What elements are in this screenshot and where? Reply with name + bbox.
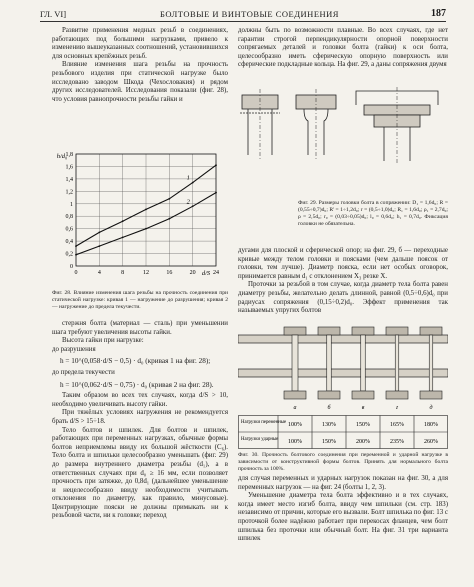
bolt-nut (352, 327, 374, 335)
x-tick-label: 12 (143, 270, 149, 276)
figure-28-chart (50, 148, 230, 288)
paragraph: для случая переменных и ударных нагрузок показан на фиг. 30, а для переменных нагрузок — на фиг. 24 (болты 1, 2, 3). (238, 475, 448, 491)
formula-2: h = 10^(0,062·d/S − 0,75) · d₀ (кривая 2 на фиг. 28). (60, 380, 214, 389)
paragraph: Развитие применения медных резьб в соединениях, работающих под большими нагрузками, привело к изменению вышеуказанных соотношений, установившихся для основных крепёжных резьб. (52, 27, 228, 60)
bolt-shank (429, 335, 433, 391)
paragraph: Тело болтов и шпилек. Для болтов и шпилек, работающих при переменных нагрузках, обычные формы болтов неприемлемы ввиду их большой жёсткости (C₆). Тело болта и шпильки целесообразно уменьшать (фиг. 29) до размера внутреннего диаметра резьбы (d₁), а в ответственных случаях при d₀ ≥ 16 мм, если позволяет прочность при затяжке, до 0,8d₁ (дальнейшее уменьшение и нецелесообразно ввиду необходимости учитывать отклонения по диаметру, как правило, минусовые). Центрирующие пояски не должны примыкать ни к резьбовой части, ни к головке; переход (52, 426, 228, 520)
data-point (75, 254, 77, 256)
bolt-letter: г (395, 405, 399, 411)
header-rule (40, 21, 446, 22)
bolt-head (420, 391, 442, 399)
data-point (192, 182, 194, 184)
fig30-cell: 150% (356, 422, 370, 428)
bolt-letter: a (293, 405, 297, 411)
paragraph: стержня болта (материал — сталь) при уменьшении шага требуют увеличения высоты гайки. (52, 320, 228, 336)
paragraph: до разрушения (52, 345, 96, 353)
data-point (75, 245, 77, 247)
y-tick-label: 0,2 (65, 251, 73, 258)
paragraph: Влияние изменения шага резьбы на прочность резьбового изделия при статической нагрузке было исследовано заводом Шкода (Чехословакия) и рядом других исследователей. Исследования показали (фиг. 28), что условия равнопрочности резьбы гайки и (52, 61, 228, 103)
data-point (215, 192, 217, 194)
bolt-head (352, 391, 374, 399)
series-label-1: 1 (186, 174, 190, 182)
paragraph: Таким образом во всех тех случаях, когда d/S > 10, необходимо увеличивать высоту гайки. (52, 392, 228, 408)
fig30-cell: 235% (390, 439, 404, 445)
x-tick-label: 0 (74, 270, 78, 276)
paragraph: Высота гайки при нагрузке: (62, 337, 144, 345)
bolt-shank (395, 335, 399, 391)
fig30-cell: 100% (288, 439, 302, 445)
x-tick-label: 4 (97, 270, 101, 276)
figure-28-caption: Фиг. 28. Влияние изменения шага резьбы на прочность соединения при статической нагрузке: кривая 1 — нагружение до разрушения; кривая 2 — нагружение до предела текучести. (52, 290, 228, 310)
y-tick-label: 1,6 (65, 164, 73, 171)
bolt-head-b (296, 89, 336, 161)
paragraph: Проточки за резьбой в том случае, когда диаметр тела болта равен диаметру резьбы, желательно делать длинной, равной (0,5÷0,6)d₀ при радиусах сопряжения (0,15÷0,2)d₀. Эффект применения так называемых упругих болтов (238, 281, 448, 315)
y-tick-label: 1,2 (65, 189, 73, 196)
data-point (215, 164, 217, 166)
y-tick-label: 0 (70, 264, 73, 270)
figure-30-caption: Фиг. 30. Прочность болтового соединения при переменной и ударной нагрузке в зависимости от конструктивной формы болтов. Принять для нормального болта прочность за 100%. (238, 452, 448, 472)
bolt-head (284, 391, 306, 399)
right-column-bottom (238, 475, 448, 544)
series-label-2: 2 (186, 198, 190, 206)
data-point (168, 198, 170, 200)
bolt-head (318, 391, 340, 399)
chapter-label: ГЛ. VI] (40, 9, 67, 19)
fig30-cell: 165% (390, 422, 404, 428)
x-tick-label: 24 (213, 270, 219, 276)
bolt-shank (361, 335, 366, 391)
figure-30-table (238, 415, 448, 449)
fig30-cell: 200% (356, 439, 370, 445)
x-tick-label: 16 (166, 270, 173, 276)
paragraph: Уменьшение диаметра тела болта эффективно и в тех случаях, когда имеет место изгиб болта, ввиду чем шпильки (см. стр. 183) независимо от причин, которые его вызвали. Болт шпилька по фиг. 13 с проточкой более надёжно работает при перекосах фланцев, чем болт шпилька без проточки или обычный болт. На фиг. 31 три варианта шпилек (238, 492, 448, 543)
y-tick-label: 1,8 (65, 152, 73, 158)
fig30-cell: 180% (424, 422, 438, 428)
x-tick-label: 8 (121, 270, 125, 276)
y-tick-label: 1 (70, 201, 73, 208)
bolt-head-a (240, 89, 280, 161)
data-point (122, 236, 124, 238)
data-point (98, 245, 100, 247)
bolt-letter: б (327, 405, 331, 411)
figure-29-caption: Фиг. 29. Размеры головки болта в сопряжении: D₁ = 1,6d₀; R = (0,55÷0,7)d₀; R' = 1÷1,2d₀; r = (0,5÷1,0)d₀; R₁ = 1,6d₀; ρ₁ = 2,7d₀; ρ = 2,5d₀; r₀ = (0,03÷0,05)d₀; l₀ = 0,6d₀; h₁ = 0,7d₀. Фиксация головки не обязательна. (298, 200, 448, 227)
fig30-cell: 260% (424, 439, 438, 445)
bolt-letter: д (429, 405, 433, 411)
paragraph: должны быть по возможности плавные. Во всех случаях, где нет гарантии строгой перпендикулярности опорной поверхности сопрягаемых деталей и головки болта (гайки) к оси болта, целесообразно иметь сферическую опорную поверхность или сферические подкладные кольца. На фиг. 29, а даны сопряжения двумя (238, 27, 448, 69)
fig30-cell: 150% (322, 439, 336, 445)
y-tick-label: 0,8 (65, 214, 73, 221)
right-column-top (238, 27, 448, 70)
bolt-nut (318, 327, 340, 335)
data-point (122, 220, 124, 222)
paragraph: до предела текучести (52, 368, 115, 376)
y-tick-label: 0,6 (65, 226, 73, 233)
data-point (145, 228, 147, 230)
data-point (98, 232, 100, 234)
fig30-row2-label: Нагрузки ударные (241, 437, 279, 442)
formula-1: h = 10^(0,058·d/S − 0,5) · d₀ (кривая 1 на фиг. 28); (60, 357, 211, 366)
figure-30-drawing (238, 325, 448, 413)
bolt-shank (327, 335, 332, 391)
page-number: 187 (431, 8, 446, 19)
bolt-shank (292, 335, 298, 391)
y-axis-label: h/d₀ (56, 153, 68, 160)
data-point (192, 205, 194, 207)
left-column-formulas (52, 320, 228, 521)
right-column-middle (238, 247, 448, 316)
chart-plot-area (57, 152, 219, 277)
running-title: БОЛТОВЫЕ И ВИНТОВЫЕ СОЕДИНЕНИЯ (160, 9, 339, 19)
paragraph: При тяжёлых условиях нагружения не рекомендуется брать d/S > 15÷18. (52, 409, 228, 425)
data-point (168, 218, 170, 220)
fig30-row1-label: Нагрузки переменные (241, 420, 287, 425)
y-tick-label: 1,4 (65, 176, 73, 183)
bolt-nut (386, 327, 408, 335)
paragraph: дугами для плоской и сферической опор; на фиг. 29, б — переходные кривые между телом головки и поясками (чем дальше поясок от головки, тем лучше). Диаметр пояска, если нет особых оговорок, принимается равным d₁ с отклонением X₃ резке X. (238, 247, 448, 280)
bolt-nut (284, 327, 306, 335)
fig30-cell: 100% (288, 422, 302, 428)
fig30-cell: 130% (322, 422, 336, 428)
left-column-top (52, 27, 228, 104)
x-axis-label: d/S (201, 270, 211, 277)
data-point (145, 208, 147, 210)
x-tick-label: 20 (189, 270, 196, 276)
bolt-letter: в (361, 405, 365, 411)
y-tick-label: 0,4 (65, 239, 73, 246)
bolt-head (386, 391, 408, 399)
bolt-nut (420, 327, 442, 335)
figure-29-drawing (238, 85, 448, 195)
bolt-head-c (356, 87, 438, 165)
